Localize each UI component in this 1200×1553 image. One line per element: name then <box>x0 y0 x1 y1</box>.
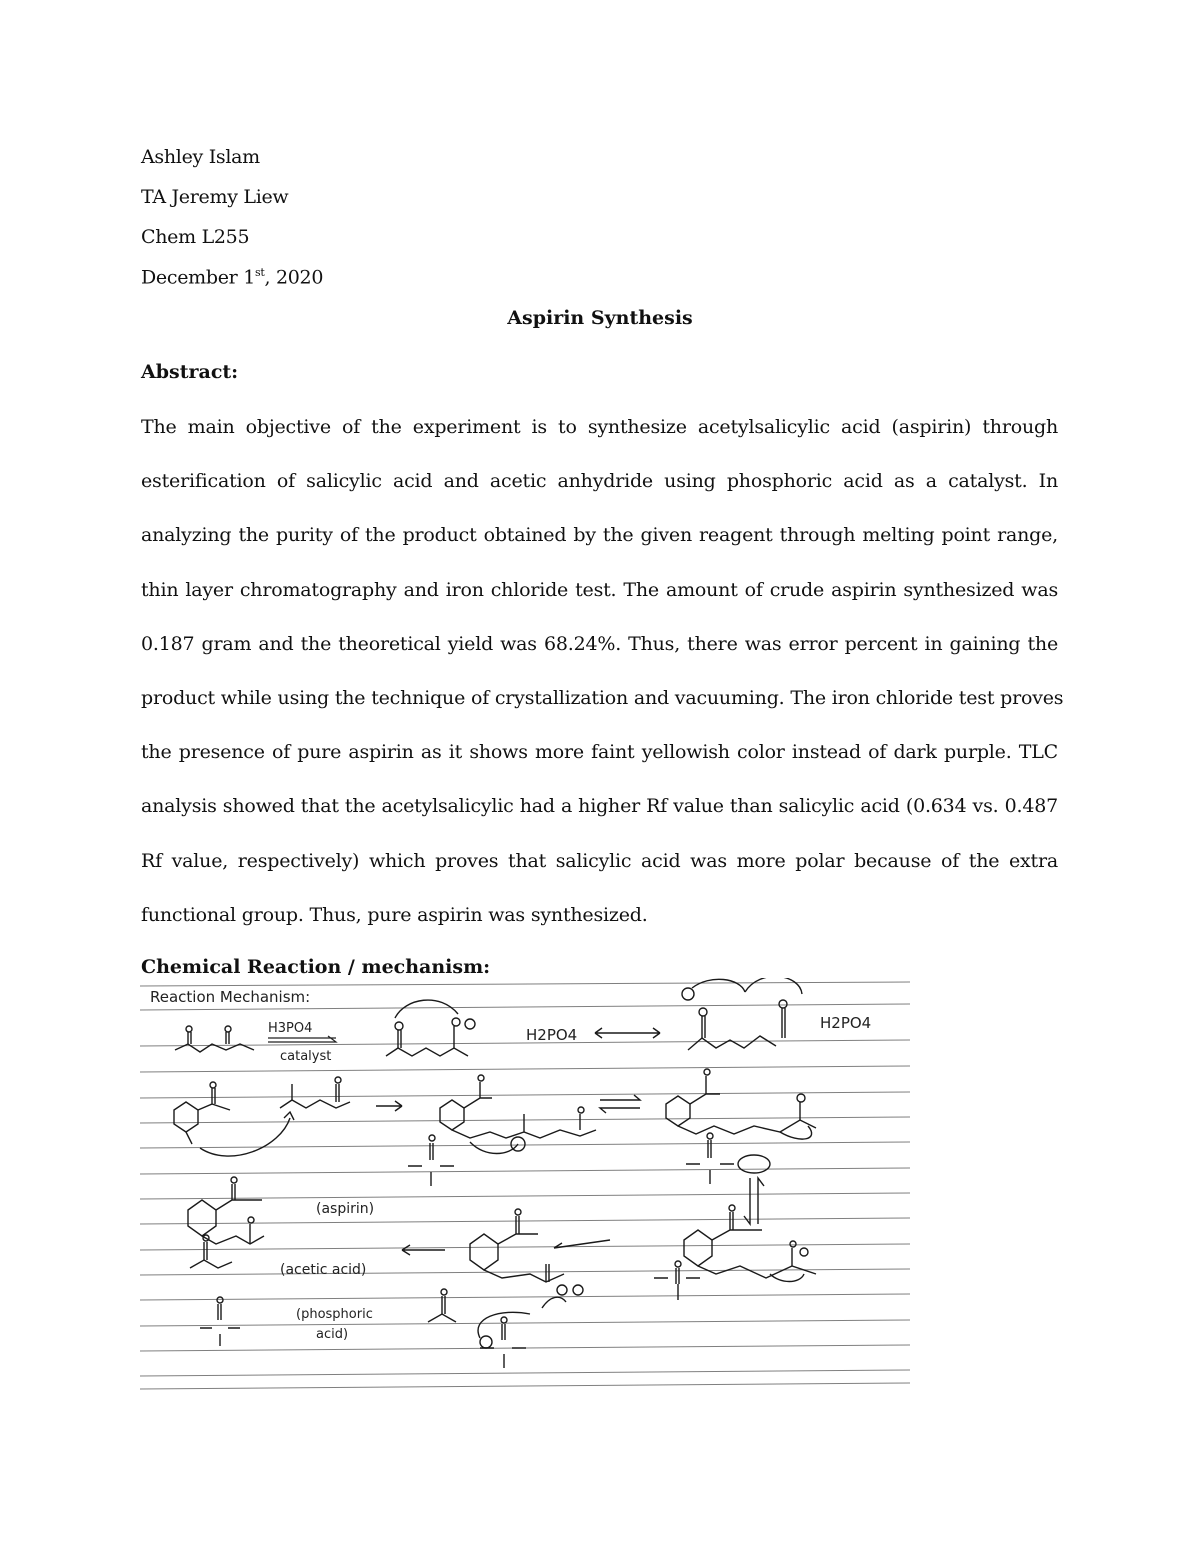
label-aspirin: (aspirin) <box>316 1201 375 1217</box>
author-name: Ashley Islam <box>141 146 260 168</box>
reaction-mechanism-image <box>140 978 910 1390</box>
label-phosphoric: (phosphoric <box>296 1307 373 1322</box>
abstract-line: thin layer chromatography and iron chloride test. The amount of crude aspirin synthesized was <box>141 578 1058 601</box>
abstract-body <box>141 410 1064 952</box>
label-acid: acid) <box>316 1327 349 1342</box>
document-title: Aspirin Synthesis <box>507 307 693 329</box>
abstract-line: esterification of salicylic acid and acetic anhydride using phosphoric acid as a catalyst. In <box>141 470 1058 493</box>
label-catalyst: catalyst <box>280 1049 332 1064</box>
abstract-heading: Abstract: <box>141 361 239 383</box>
abstract-line: analysis showed that the acetylsalicylic had a higher Rf value than salicylic acid (0.634 vs. 0.487 <box>141 795 1058 818</box>
abstract-line: 0.187 gram and the theoretical yield was 68.24%. Thus, there was error percent in gaining the <box>141 632 1058 655</box>
abstract-line: product while using the technique of crystallization and vacuuming. The iron chloride test proves <box>141 686 1064 709</box>
figure-title: Reaction Mechanism: <box>150 988 311 1006</box>
label-h2po4-left: H2PO4 <box>526 1026 578 1044</box>
abstract-line: Rf value, respectively) which proves that salicylic acid was more polar because of the extra <box>141 849 1058 872</box>
mechanism-heading: Chemical Reaction / mechanism: <box>141 956 491 978</box>
label-h2po4-right: H2PO4 <box>820 1014 872 1032</box>
abstract-line: functional group. Thus, pure aspirin was synthesized. <box>141 903 648 926</box>
handwritten-mechanism-drawing <box>140 978 910 1390</box>
report-date <box>141 266 323 288</box>
abstract-line: the presence of pure aspirin as it shows more faint yellowish color instead of dark purple. TLC <box>141 741 1058 764</box>
notebook-rules <box>140 982 910 1389</box>
label-h3po4: H3PO4 <box>268 1021 313 1036</box>
course-code: Chem L255 <box>141 226 250 248</box>
date-superscript: st <box>255 266 265 279</box>
date-prefix: December 1 <box>141 266 255 289</box>
ta-name: TA Jeremy Liew <box>141 186 289 208</box>
abstract-line: The main objective of the experiment is to synthesize acetylsalicylic acid (aspirin) through <box>141 416 1058 438</box>
date-suffix: , 2020 <box>264 266 324 289</box>
abstract-line: analyzing the purity of the product obtained by the given reagent through melting point range, <box>141 524 1058 547</box>
label-acetic-acid: (acetic acid) <box>280 1262 367 1278</box>
